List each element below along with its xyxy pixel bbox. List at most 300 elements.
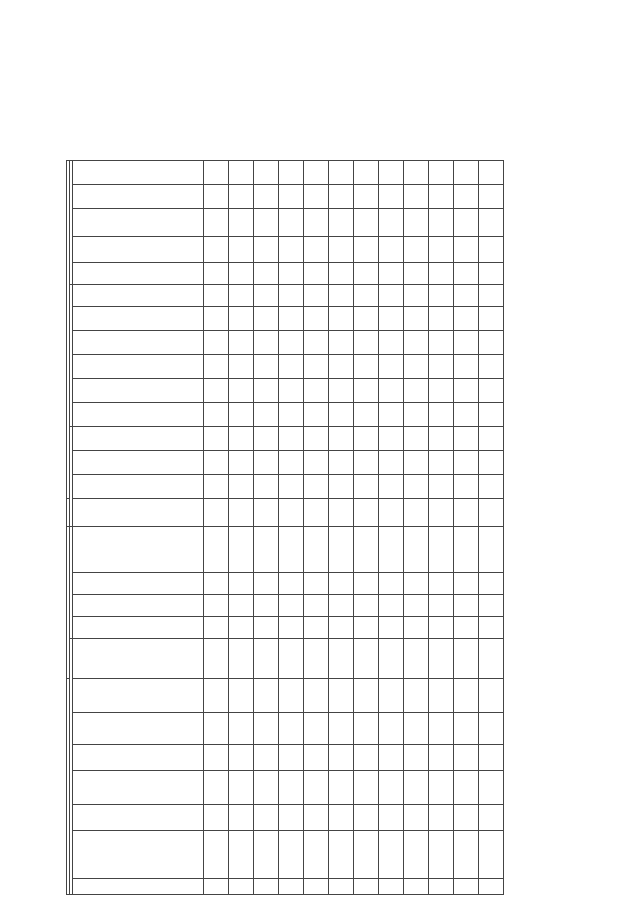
cell-year_built [479,745,504,771]
cell-cost_region [204,595,229,617]
cell-priv_date [229,499,254,527]
cell-district [279,771,304,805]
cell-cost_total [329,639,354,679]
cell-num [429,879,454,895]
cell-cost_region [479,595,504,617]
column-header-electric_date [73,285,204,307]
cell-cost_fund [254,617,279,639]
cell-living_area [204,679,229,713]
cell-cold_water_date [254,355,279,379]
cell-design_year [429,185,454,209]
cell-total_area [379,713,404,745]
column-header-num [73,879,204,895]
cell-cost_fund [279,617,304,639]
cell-heat_date [429,379,454,403]
cell-cost_fund [429,617,454,639]
table-row [304,161,329,895]
cell-cost_region [454,595,479,617]
cell-priv_date [254,499,279,527]
column-header-priv_date [73,499,204,527]
table-row [279,161,304,895]
cell-address [454,831,479,879]
cell-priv_date [429,499,454,527]
cell-cost_fund [404,617,429,639]
cell-heat_date [379,379,404,403]
cell-elevator_date [254,475,279,499]
cell-electric_date [304,285,329,307]
column-header-cost_local [73,573,204,595]
cell-cold_water_date [429,355,454,379]
cell-electric_date [254,285,279,307]
cell-meter_install_date [379,237,404,263]
cell-cost_local [204,573,229,595]
cell-drainage_date [229,331,254,355]
cell-control_year [479,161,504,185]
column-header-meter_install_date [73,237,204,263]
cell-address [479,831,504,879]
cell-num [354,879,379,895]
cell-district [404,771,429,805]
cell-basement_date [429,427,454,451]
cell-heat_date [279,379,304,403]
cell-house_type [404,805,429,831]
cell-total_area [254,713,279,745]
cell-electric_date [479,285,504,307]
cell-design_year [329,185,354,209]
cell-house_type [379,805,404,831]
cell-total_area [329,713,354,745]
cell-cost_fund [229,617,254,639]
cell-cost_region [229,595,254,617]
column-header-address [73,831,204,879]
cell-cost_fund [454,617,479,639]
cell-district [354,771,379,805]
cell-living_area [329,679,354,713]
cell-heating_equipment_date [254,209,279,237]
cell-cost_local [429,573,454,595]
column-header-house_type [73,805,204,831]
column-header-design_year [73,185,204,209]
cell-cost_owners [329,527,354,573]
cell-cost_local [479,573,504,595]
cell-roof_date [479,451,504,475]
cell-basement_date [279,427,304,451]
cell-drainage_date [279,331,304,355]
cell-facade_date [404,403,429,427]
cell-electric_date [279,285,304,307]
cell-control_year [254,161,279,185]
cell-control_year [379,161,404,185]
cell-num [279,879,304,895]
cell-district [204,771,229,805]
cell-control_year [229,161,254,185]
column-header-roof_date [73,451,204,475]
cell-gas_date [429,263,454,285]
cell-year_built [354,745,379,771]
cell-house_type [454,805,479,831]
cell-cost_region [279,595,304,617]
cell-address [279,831,304,879]
cell-control_year [279,161,304,185]
cell-facade_date [379,403,404,427]
cell-house_type [354,805,379,831]
cell-district [304,771,329,805]
cell-num [379,879,404,895]
cell-gas_date [354,263,379,285]
column-header-total_area [73,713,204,745]
cell-electric_date [329,285,354,307]
cell-hot_water_date [229,307,254,331]
cell-facade_date [229,403,254,427]
cell-year_built [279,745,304,771]
cell-cost_local [454,573,479,595]
cell-priv_date [379,499,404,527]
cell-roof_date [304,451,329,475]
table-row [329,161,354,895]
cell-basement_date [479,427,504,451]
cell-meter_install_date [279,237,304,263]
cell-meter_install_date [304,237,329,263]
capital-repair-table [66,160,504,895]
cell-heat_date [479,379,504,403]
cell-drainage_date [479,331,504,355]
cell-drainage_date [454,331,479,355]
cell-roof_date [454,451,479,475]
cell-drainage_date [304,331,329,355]
cell-heating_equipment_date [204,209,229,237]
table-row [479,161,504,895]
cell-roof_date [379,451,404,475]
cell-cost_total [404,639,429,679]
cell-address [379,831,404,879]
cell-cost_total [429,639,454,679]
cell-basement_date [404,427,429,451]
cell-design_year [454,185,479,209]
cell-total_area [279,713,304,745]
column-header-heating_equipment_date [73,209,204,237]
cell-year_built [379,745,404,771]
cell-hot_water_date [479,307,504,331]
cell-cost_total [229,639,254,679]
column-header-living_area [73,679,204,713]
cell-elevator_date [429,475,454,499]
cell-heating_equipment_date [429,209,454,237]
cell-meter_install_date [354,237,379,263]
table-row [454,161,479,895]
cell-num [404,879,429,895]
cell-priv_date [329,499,354,527]
cell-heating_equipment_date [479,209,504,237]
cell-cost_region [404,595,429,617]
column-header-cost_fund [73,617,204,639]
cell-roof_date [329,451,354,475]
cell-meter_install_date [404,237,429,263]
cell-cost_fund [204,617,229,639]
cell-priv_date [279,499,304,527]
cell-gas_date [254,263,279,285]
cell-cold_water_date [304,355,329,379]
cell-control_year [429,161,454,185]
cell-gas_date [479,263,504,285]
cell-electric_date [204,285,229,307]
cell-design_year [479,185,504,209]
cell-facade_date [354,403,379,427]
capital-repair-table-wrapper [66,160,504,895]
cell-drainage_date [379,331,404,355]
cell-cost_owners [304,527,329,573]
cell-cost_owners [354,527,379,573]
cell-house_type [204,805,229,831]
cell-cost_local [279,573,304,595]
cell-total_area [429,713,454,745]
cell-drainage_date [204,331,229,355]
cell-hot_water_date [404,307,429,331]
cell-cold_water_date [204,355,229,379]
cell-design_year [379,185,404,209]
cell-basement_date [354,427,379,451]
cell-drainage_date [329,331,354,355]
cell-cost_fund [304,617,329,639]
cell-priv_date [479,499,504,527]
cell-address [229,831,254,879]
cell-year_built [254,745,279,771]
cell-cost_local [229,573,254,595]
cell-drainage_date [254,331,279,355]
cell-cost_region [304,595,329,617]
cell-basement_date [454,427,479,451]
cell-heat_date [254,379,279,403]
cell-elevator_date [304,475,329,499]
cell-living_area [429,679,454,713]
cell-address [329,831,354,879]
cell-gas_date [454,263,479,285]
cell-total_area [204,713,229,745]
table-row [254,161,279,895]
cell-cost_total [304,639,329,679]
cell-cost_owners [479,527,504,573]
cell-cost_total [204,639,229,679]
cell-cost_owners [454,527,479,573]
cell-hot_water_date [279,307,304,331]
cell-control_year [204,161,229,185]
cell-facade_date [279,403,304,427]
cell-facade_date [329,403,354,427]
cell-basement_date [379,427,404,451]
cell-design_year [304,185,329,209]
cell-elevator_date [479,475,504,499]
cell-heat_date [354,379,379,403]
cell-facade_date [304,403,329,427]
cell-meter_install_date [479,237,504,263]
cell-house_type [304,805,329,831]
cell-num [204,879,229,895]
cell-cost_local [379,573,404,595]
table-row [229,161,254,895]
cell-year_built [404,745,429,771]
column-header-heat_date [73,379,204,403]
cell-cost_local [354,573,379,595]
cell-cost_region [254,595,279,617]
column-header-cost_total [73,639,204,679]
column-header-gas_date [73,263,204,285]
cell-roof_date [354,451,379,475]
cell-heating_equipment_date [229,209,254,237]
cell-meter_install_date [329,237,354,263]
cell-control_year [304,161,329,185]
table-row [354,161,379,895]
column-header-basement_date [73,427,204,451]
cell-house_type [254,805,279,831]
cell-priv_date [454,499,479,527]
table-row [204,161,229,895]
cell-drainage_date [429,331,454,355]
cell-address [354,831,379,879]
cell-control_year [329,161,354,185]
cell-district [229,771,254,805]
cell-heating_equipment_date [329,209,354,237]
cell-basement_date [229,427,254,451]
cell-hot_water_date [454,307,479,331]
cell-cost_region [429,595,454,617]
column-header-facade_date [73,403,204,427]
cell-gas_date [304,263,329,285]
cell-house_type [479,805,504,831]
cell-elevator_date [229,475,254,499]
cell-district [329,771,354,805]
table-row [404,161,429,895]
cell-heat_date [454,379,479,403]
cell-heating_equipment_date [379,209,404,237]
cell-design_year [279,185,304,209]
cell-cold_water_date [329,355,354,379]
cell-num [254,879,279,895]
cell-drainage_date [404,331,429,355]
cell-cost_local [329,573,354,595]
cell-year_built [429,745,454,771]
cell-control_year [454,161,479,185]
cell-house_type [229,805,254,831]
cell-elevator_date [279,475,304,499]
cell-num [479,879,504,895]
cell-cost_fund [479,617,504,639]
cell-facade_date [254,403,279,427]
cell-meter_install_date [204,237,229,263]
cell-living_area [254,679,279,713]
cell-cost_owners [279,527,304,573]
column-header-year_built [73,745,204,771]
cell-total_area [354,713,379,745]
cell-num [454,879,479,895]
cell-priv_date [304,499,329,527]
cell-living_area [354,679,379,713]
cell-cost_fund [354,617,379,639]
cell-total_area [229,713,254,745]
cell-year_built [329,745,354,771]
cell-cost_total [279,639,304,679]
cell-district [254,771,279,805]
cell-cold_water_date [279,355,304,379]
cell-roof_date [279,451,304,475]
cell-district [454,771,479,805]
cell-heat_date [204,379,229,403]
cell-living_area [279,679,304,713]
cell-cost_fund [379,617,404,639]
cell-priv_date [204,499,229,527]
cell-heating_equipment_date [279,209,304,237]
cell-total_area [454,713,479,745]
cell-cost_region [329,595,354,617]
cell-hot_water_date [304,307,329,331]
cell-house_type [329,805,354,831]
cell-cost_total [454,639,479,679]
cell-elevator_date [354,475,379,499]
cell-hot_water_date [329,307,354,331]
cell-gas_date [379,263,404,285]
cell-roof_date [229,451,254,475]
cell-electric_date [404,285,429,307]
cell-district [479,771,504,805]
cell-cost_owners [229,527,254,573]
cell-heat_date [404,379,429,403]
cell-cold_water_date [404,355,429,379]
cell-elevator_date [454,475,479,499]
cell-priv_date [354,499,379,527]
cell-control_year [354,161,379,185]
cell-year_built [229,745,254,771]
cell-gas_date [329,263,354,285]
cell-hot_water_date [429,307,454,331]
cell-cost_total [354,639,379,679]
cell-heating_equipment_date [454,209,479,237]
cell-basement_date [329,427,354,451]
cell-cost_fund [329,617,354,639]
cell-cost_owners [379,527,404,573]
cell-gas_date [279,263,304,285]
cell-roof_date [404,451,429,475]
cell-cost_local [404,573,429,595]
cell-heat_date [304,379,329,403]
cell-district [379,771,404,805]
cell-meter_install_date [229,237,254,263]
cell-year_built [204,745,229,771]
cell-facade_date [204,403,229,427]
cell-cost_region [354,595,379,617]
cell-elevator_date [329,475,354,499]
cell-year_built [304,745,329,771]
cell-num [304,879,329,895]
cell-num [329,879,354,895]
column-header-cost_region [73,595,204,617]
cell-address [254,831,279,879]
cell-year_built [454,745,479,771]
cell-address [404,831,429,879]
cell-meter_install_date [454,237,479,263]
cell-facade_date [454,403,479,427]
cell-house_type [429,805,454,831]
cell-cold_water_date [479,355,504,379]
cell-hot_water_date [254,307,279,331]
cell-priv_date [404,499,429,527]
cell-electric_date [229,285,254,307]
cell-hot_water_date [204,307,229,331]
cell-electric_date [454,285,479,307]
cell-address [304,831,329,879]
column-header-district [73,771,204,805]
cell-address [429,831,454,879]
cell-cold_water_date [454,355,479,379]
column-header-row [73,161,204,895]
column-header-hot_water_date [73,307,204,331]
